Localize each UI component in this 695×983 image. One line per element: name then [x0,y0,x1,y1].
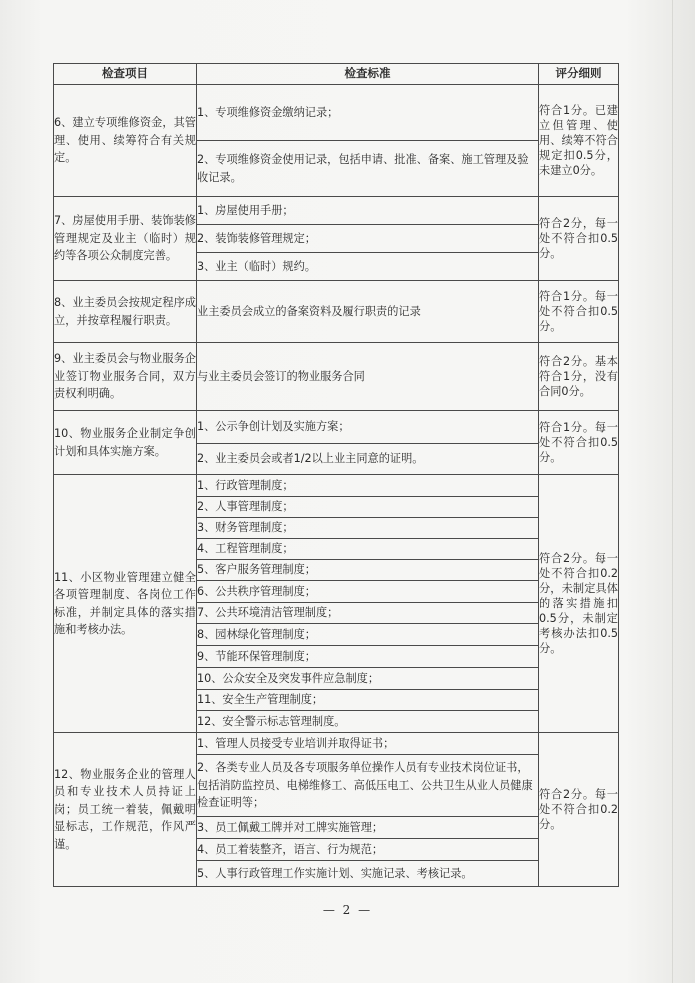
header-item: 检查项目 [54,64,197,85]
criteria-cell: 8、园林绿化管理制度； [197,624,539,646]
criteria-cell: 3、业主（临时）规约。 [197,253,539,281]
criteria-cell: 9、节能环保管理制度； [197,646,539,668]
score-cell: 符合2分。每一处不符合扣0.2分。 [539,733,619,887]
criteria-cell: 5、客户服务管理制度； [197,560,539,581]
item-cell: 9、业主委员会与物业服务企业签订物业服务合同，双方责权利明确。 [54,343,197,411]
item-cell: 6、建立专项维修资金，其管理、使用、续筹符合有关规定。 [54,85,197,197]
criteria-cell: 2、业主委员会或者1/2以上业主同意的证明。 [197,444,539,475]
criteria-cell: 业主委员会成立的备案资料及履行职责的记录 [197,281,539,343]
criteria-cell: 4、工程管理制度； [197,539,539,560]
page-crease [672,0,673,983]
table-row [54,197,619,225]
table-row [54,281,619,343]
page-number: — 2 — [322,903,373,917]
table-row [54,733,619,755]
criteria-cell: 4、员工着装整齐，语言、行为规范； [197,839,539,861]
table-row [54,411,619,444]
criteria-cell: 1、房屋使用手册； [197,197,539,225]
criteria-cell: 11、安全生产管理制度； [197,690,539,711]
criteria-cell: 1、公示争创计划及实施方案； [197,411,539,444]
item-cell: 10、物业服务企业制定争创计划和具体实施方案。 [54,411,197,475]
header-criteria: 检查标准 [197,64,539,85]
criteria-cell: 2、专项维修资金使用记录，包括申请、批准、备案、施工管理及验收记录。 [197,141,539,197]
table-row [54,85,619,141]
criteria-cell: 7、公共环境清洁管理制度； [197,603,539,624]
score-cell: 符合2分。每一处不符合扣0.2分，未制定具体的落实措施扣0.5分，未制定考核办法扣0.5分。 [539,475,619,733]
table-row [54,475,619,497]
inspection-table [53,63,619,887]
criteria-cell: 3、财务管理制度； [197,518,539,539]
item-cell: 8、业主委员会按规定程序成立，并按章程履行职责。 [54,281,197,343]
criteria-cell: 5、人事行政管理工作实施计划、实施记录、考核记录。 [197,861,539,887]
score-cell: 符合1分。每一处不符合扣0.5分。 [539,411,619,475]
criteria-cell: 6、公共秩序管理制度； [197,581,539,603]
header-score: 评分细则 [539,64,619,85]
table-header-row [54,64,619,85]
criteria-cell: 与业主委员会签订的物业服务合同 [197,343,539,411]
item-cell: 7、房屋使用手册、装饰装修管理规定及业主（临时）规约等各项公众制度完善。 [54,197,197,281]
criteria-cell: 10、公众安全及突发事件应急制度； [197,668,539,690]
table-row [54,343,619,411]
score-cell: 符合1分。已建立但管理、使用、续筹不符合规定扣0.5分，未建立0分。 [539,85,619,197]
score-cell: 符合1分。每一处不符合扣0.5分。 [539,281,619,343]
criteria-cell: 3、员工佩戴工牌并对工牌实施管理； [197,817,539,839]
item-cell: 11、小区物业管理建立健全各项管理制度、各岗位工作标准，并制定具体的落实措施和考核办法。 [54,475,197,733]
criteria-cell: 1、管理人员接受专业培训并取得证书； [197,733,539,755]
criteria-cell: 2、装饰装修管理规定； [197,225,539,253]
item-cell: 12、物业服务企业的管理人员和专业技术人员持证上岗；员工统一着装，佩戴明显标志，工作规范，作风严谨。 [54,733,197,887]
score-cell: 符合2分，每一处不符合扣0.5分。 [539,197,619,281]
criteria-cell: 2、人事管理制度； [197,497,539,518]
criteria-cell: 12、安全警示标志管理制度。 [197,711,539,733]
score-cell: 符合2分。基本符合1分，没有合同0分。 [539,343,619,411]
criteria-cell: 1、专项维修资金缴纳记录； [197,85,539,141]
criteria-cell: 1、行政管理制度； [197,475,539,497]
criteria-cell: 2、各类专业人员及各专项服务单位操作人员有专业技术岗位证书，包括消防监控员、电梯维修工、高低压电工、公共卫生从业人员健康检查证明等； [197,755,539,817]
